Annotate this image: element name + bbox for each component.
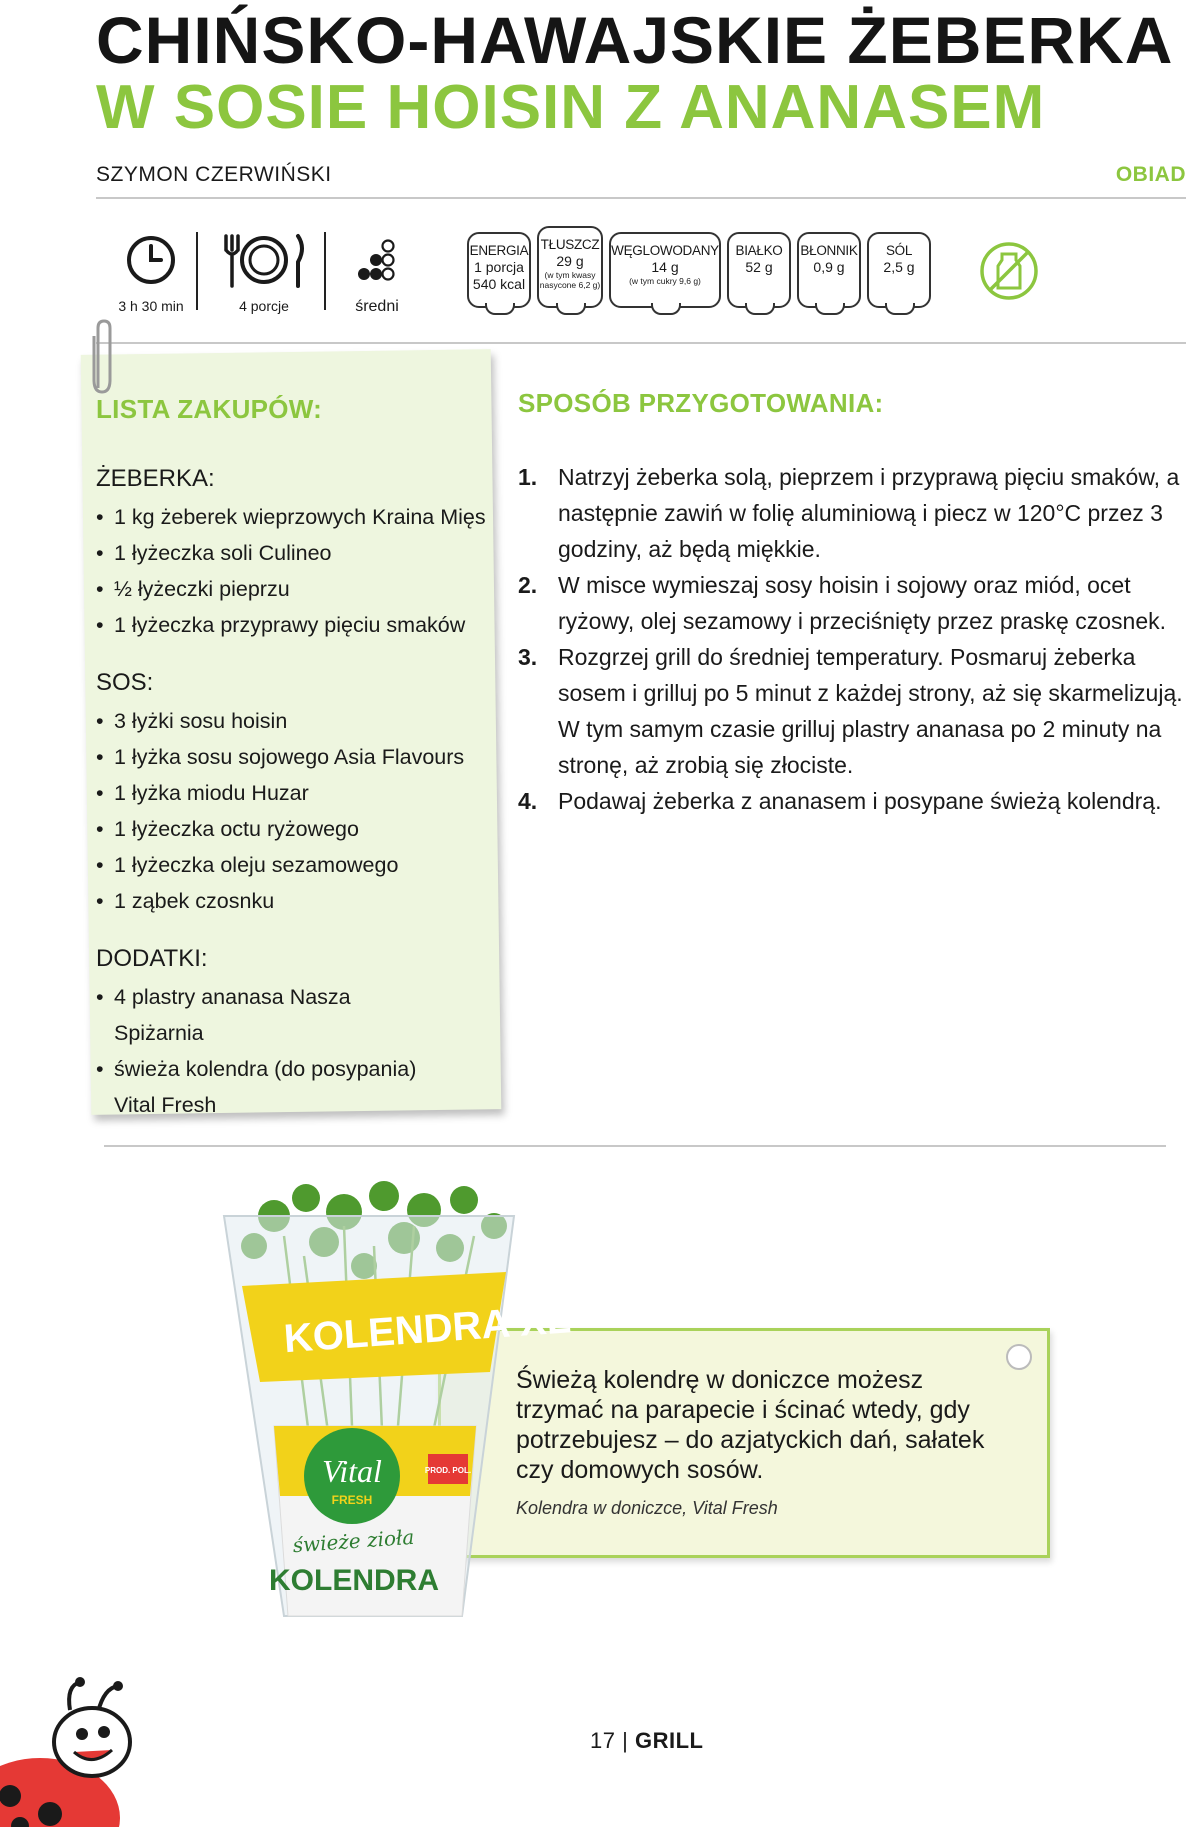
time-value: 3 h 30 min <box>118 298 184 314</box>
tip-text: Świeżą kolendrę w doniczce możesz trzymać na parapecie i ścinać wtedy, gdy potrzebujesz – do azjatyckich dań, sałatek czy domowych sosów. <box>516 1366 985 1484</box>
time-meta <box>112 228 190 314</box>
footer-separator: | <box>622 1728 629 1753</box>
nutrition-value: 14 g <box>651 259 679 275</box>
page-number: 17 <box>590 1728 616 1753</box>
ingredient-item: • 1 ząbek czosnku <box>96 883 496 919</box>
nutrition-badge-fat <box>537 226 603 308</box>
portions-value: 4 porcje <box>239 298 289 314</box>
ingredient-list <box>96 979 426 1123</box>
ingredient-group-title: DODATKI: <box>96 945 208 972</box>
ingredient-item: • 3 łyżki sosu hoisin <box>96 703 496 739</box>
nutrition-badge-protein <box>727 232 791 308</box>
tag-hole <box>1006 1344 1032 1370</box>
step-number: 3. <box>518 644 538 670</box>
ingredient-list <box>96 703 496 919</box>
ingredient-group-title: ŻEBERKA: <box>96 465 215 492</box>
ingredient-group-title: SOS: <box>96 669 154 696</box>
recipe-title-line1: CHIŃSKO-HAWAJSKIE ŻEBERKA <box>96 3 1174 77</box>
shopping-list-heading: LISTA ZAKUPÓW: <box>96 394 323 424</box>
step-number: 4. <box>518 788 538 814</box>
nutrition-label: TŁUSZCZ <box>540 237 600 252</box>
product-script-text: świeże zioła <box>291 1524 416 1558</box>
ingredient-item: • 1 łyżka sosu sojowego Asia Flavours <box>96 739 496 775</box>
coriander-pot-image <box>214 1176 573 1636</box>
nutrition-badge-salt <box>867 232 931 308</box>
portions-meta <box>218 228 310 314</box>
ladybug-mascot-icon <box>0 1676 140 1827</box>
nutrition-label: SÓL <box>885 243 913 258</box>
paperclip-icon <box>88 318 118 396</box>
preparation-step <box>518 567 1188 639</box>
preparation-step <box>518 783 1188 819</box>
product-name-text: KOLENDRA <box>269 1564 439 1597</box>
nutrition-label: WĘGLOWODANY <box>611 243 719 258</box>
footer-section: GRILL <box>634 1728 704 1753</box>
nutrition-value: 1 porcja <box>474 259 524 275</box>
plate-cutlery-icon <box>218 232 310 288</box>
nutrition-badge-energy <box>467 232 531 308</box>
nutrition-value: 0,9 g <box>813 259 845 275</box>
shopping-list <box>96 394 496 1149</box>
preparation-step <box>518 639 1188 783</box>
nutrition-label: BŁONNIK <box>800 243 858 258</box>
step-text: Podawaj żeberka z ananasem i posypane świeżą kolendrą. <box>558 788 1162 814</box>
product-brand-sub-text: FRESH <box>331 1493 373 1507</box>
nutrition-note: (w tym cukry 9,6 g) <box>629 276 701 286</box>
ingredient-item: • 1 łyżeczka soli Culineo <box>96 535 496 571</box>
ingredient-item: • 4 plastry ananasa Nasza Spiżarnia <box>96 979 426 1051</box>
nutrition-note: (w tym kwasy nasycone 6,2 g) <box>539 270 601 290</box>
meta-separator <box>324 232 326 310</box>
difficulty-value: średni <box>355 298 399 315</box>
ingredient-item: • 1 łyżka miodu Huzar <box>96 775 496 811</box>
ingredient-item: • ½ łyżeczki pieprzu <box>96 571 496 607</box>
header-divider <box>96 197 1186 199</box>
page-footer <box>590 1728 703 1754</box>
meta-divider <box>96 342 1186 344</box>
preparation-steps <box>518 459 1188 819</box>
ingredient-item: • 1 kg żeberek wieprzowych Kraina Mięs <box>96 499 496 535</box>
meta-separator <box>196 232 198 310</box>
preparation-step <box>518 459 1188 567</box>
nutrition-label: BIAŁKO <box>735 243 783 258</box>
nutrition-value: 540 kcal <box>472 276 526 292</box>
difficulty-meta <box>342 228 412 316</box>
step-number: 1. <box>518 464 538 490</box>
clock-icon <box>123 232 179 288</box>
step-text: Natrzyj żeberka solą, pieprzem i przyprawą pięciu smaków, a następnie zawiń w folię aluminiową i piecz w 120°C przez 3 godziny, aż będą miękkie. <box>558 464 1180 562</box>
recipe-category: OBIAD <box>1115 163 1186 186</box>
recipe-title-line2: W SOSIE HOISIN Z ANANASEM <box>96 73 1046 142</box>
ingredient-list <box>96 499 496 643</box>
lactose-free-icon <box>978 240 1040 302</box>
nutrition-badge-carbs <box>609 232 721 308</box>
nutrition-value: 52 g <box>745 259 773 275</box>
product-brand-text: Vital <box>322 1453 382 1489</box>
ingredient-item: • świeża kolendra (do posypania) Vital Fresh <box>96 1051 426 1123</box>
section-divider <box>104 1145 1166 1147</box>
step-number: 2. <box>518 572 538 598</box>
preparation-heading: SPOSÓB PRZYGOTOWANIA: <box>518 388 884 418</box>
ingredient-item: • 1 łyżeczka przyprawy pięciu smaków <box>96 607 496 643</box>
step-text: Rozgrzej grill do średniej temperatury. Posmaruj żeberka sosem i grilluj po 5 minut z każdej strony, aż się skarmelizują. W tym samym czasie grilluj plastry ananasa po 2 minuty na stronę, aż zrobią się złociste. <box>558 644 1183 778</box>
nutrition-value: 2,5 g <box>883 259 915 275</box>
nutrition-badge-fiber <box>797 232 861 308</box>
ingredient-item: • 1 łyżeczka oleju sezamowego <box>96 847 496 883</box>
product-promo-text: PROD. POL. <box>424 1466 472 1475</box>
nutrition-label: ENERGIA <box>469 243 529 258</box>
difficulty-dots-icon <box>352 232 402 288</box>
ingredient-item: • 1 łyżeczka octu ryżowego <box>96 811 496 847</box>
step-text: W misce wymieszaj sosy hoisin i sojowy oraz miód, ocet ryżowy, olej sezamowy i przeciśnięty przez praskę czosnek. <box>558 572 1167 634</box>
product-banner-text: KOLENDRA XL <box>282 1297 573 1362</box>
tip-source: Kolendra w doniczce, Vital Fresh <box>516 1498 778 1518</box>
nutrition-value: 29 g <box>556 253 584 269</box>
recipe-author: SZYMON CZERWIŃSKI <box>96 163 332 186</box>
preparation-section <box>518 388 1188 819</box>
